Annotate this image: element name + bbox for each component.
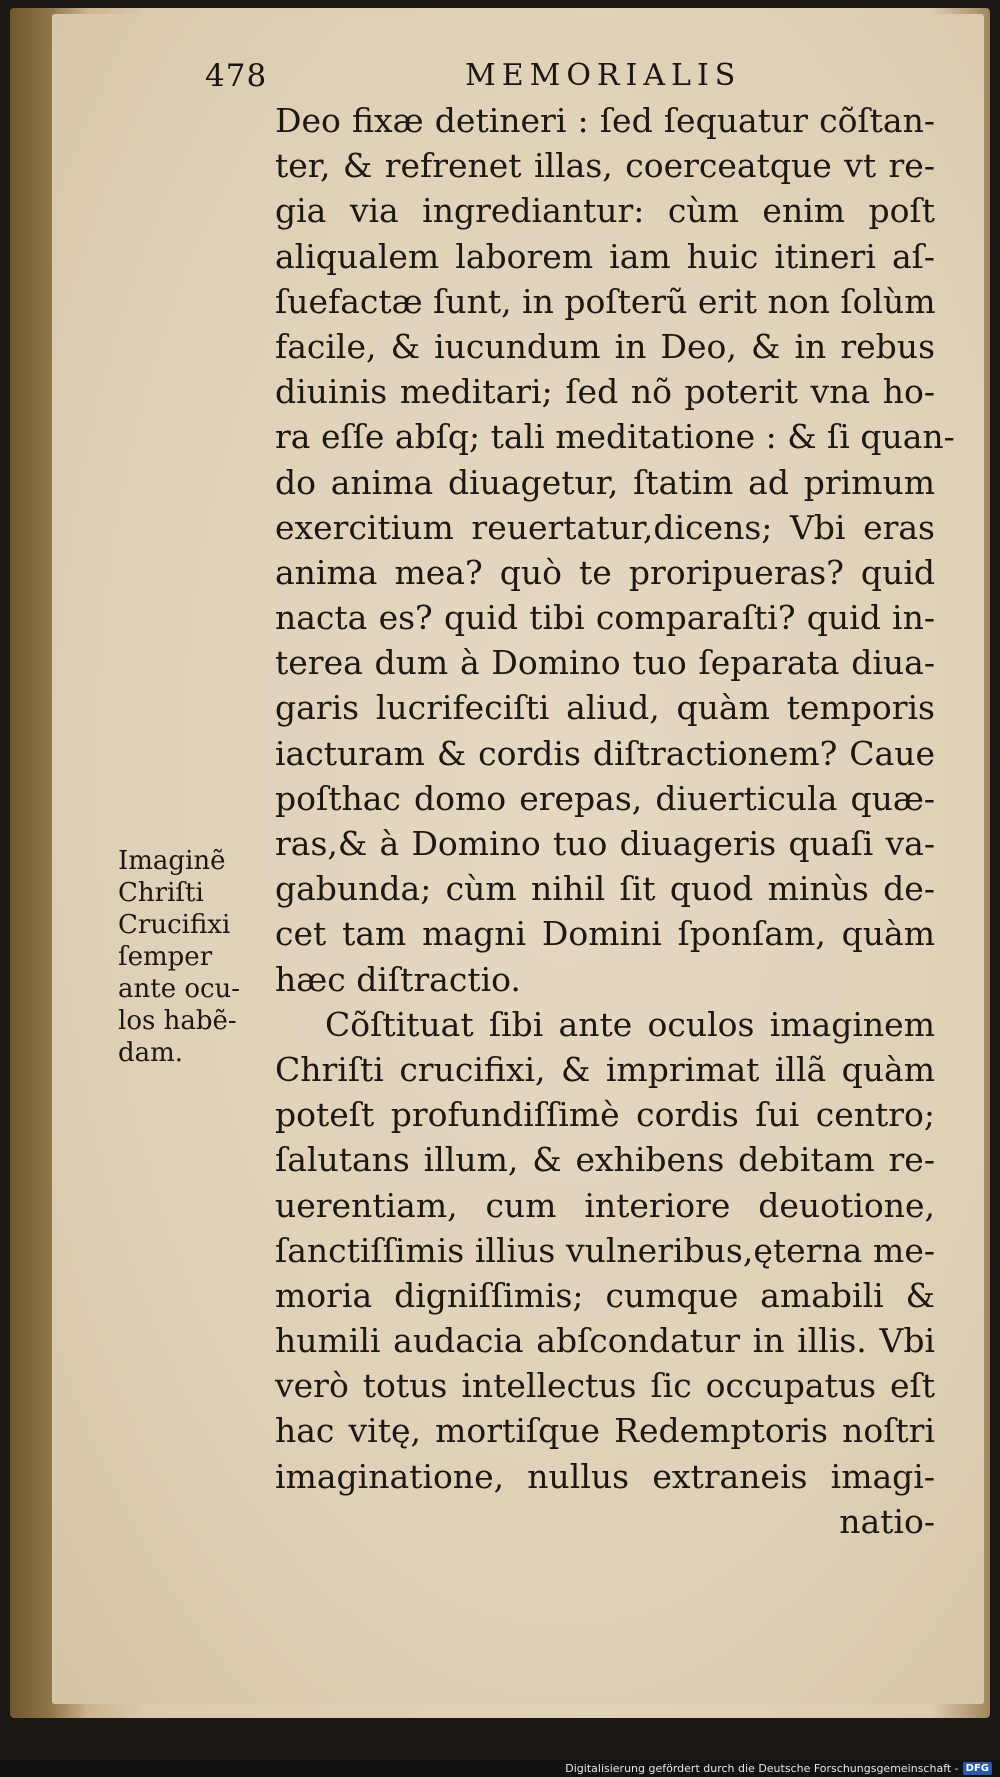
- marginal-note-line: Crucifixi: [118, 910, 231, 940]
- text-line: ſanctiſſimis illius vulneribus,ęterna me-: [275, 1230, 935, 1270]
- marginal-note: [118, 845, 268, 1069]
- text-line: humili audacia abſcondatur in illis. Vbi: [275, 1321, 935, 1361]
- footer-credit-text: Digitalisierung gefördert durch die Deutsche Forschungsgemeinschaft -: [565, 1761, 959, 1775]
- text-line: ras,& à Domino tuo diuageris quaſi va-: [275, 824, 935, 863]
- text-line: hac vitę, mortiſque Redemptoris noſtri: [275, 1411, 935, 1451]
- marginal-note-line: ſemper: [118, 942, 213, 972]
- text-line: cet tam magni Domini ſponſam, quàm: [275, 914, 935, 954]
- text-line: imaginatione, nullus extraneis imagi-: [275, 1456, 935, 1496]
- text-line: Cõſtituat ſibi ante oculos imaginem: [325, 1004, 935, 1044]
- text-line: ſuefactæ ſunt, in poſterũ erit non ſolùm: [275, 281, 936, 321]
- text-line: diuinis meditari; ſed nõ poterit vna ho-: [275, 372, 935, 412]
- text-line: nacta es? quid tibi comparaſti? quid in-: [275, 598, 935, 638]
- marginal-note-line: dam.: [118, 1038, 184, 1068]
- text-line: gabunda; cùm nihil ſit quod minùs de-: [275, 869, 935, 909]
- text-line: gia via ingrediantur: cùm enim poſt: [275, 191, 935, 231]
- text-line: aliqualem laborem iam huic itineri aſ-: [275, 236, 935, 276]
- text-line: moria digniſſimis; cumque amabili &: [275, 1275, 935, 1315]
- text-line: ra eſſe abſq; tali meditatione : & ſi quan-: [275, 417, 955, 457]
- text-line: anima mea? quò te proripueras? quid: [275, 552, 935, 592]
- text-line: uerentiam, cum interiore deuotione,: [275, 1185, 935, 1225]
- text-line: ter, & refrenet illas, coerceatque vt re-: [275, 146, 935, 186]
- footer-credit: [565, 1759, 992, 1777]
- text-line: hæc diſtractio.: [275, 959, 521, 999]
- text-line: verò totus intellectus ſic occupatus eſt: [275, 1366, 935, 1406]
- text-line: facile, & iucundum in Deo, & in rebus: [275, 326, 935, 366]
- marginal-note-line: Imaginẽ: [118, 846, 226, 876]
- text-line: poſthac domo erepas, diuerticula quæ-: [275, 778, 935, 818]
- marginal-note-line: ante ocu-: [118, 974, 241, 1004]
- text-line: Deo fixæ detineri : ſed ſequatur cõſtan-: [275, 101, 935, 140]
- text-line: poteſt profundiſſimè cordis ſui centro;: [275, 1095, 935, 1135]
- text-line: iacturam & cordis diſtractionem? Caue: [275, 733, 935, 773]
- text-line: terea dum à Domino tuo ſeparata diua-: [275, 643, 935, 683]
- catchword: natio-: [839, 1501, 935, 1541]
- text-line: ſalutans illum, & exhibens debitam re-: [275, 1140, 935, 1180]
- body-text: [275, 98, 955, 1544]
- dfg-logo: DFG: [963, 1762, 992, 1775]
- page-number: 478: [205, 58, 268, 94]
- text-line: Chriſti crucifixi, & imprimat illã quàm: [275, 1049, 935, 1089]
- marginal-note-line: Chriſti: [118, 878, 204, 908]
- running-title: MEMORIALIS: [465, 58, 742, 93]
- text-line: exercitium reuertatur,dicens; Vbi eras: [275, 507, 935, 547]
- text-line: do anima diuagetur, ſtatim ad primum: [275, 462, 935, 502]
- marginal-note-line: los habẽ-: [118, 1006, 237, 1036]
- text-line: garis lucrifeciſti aliud, quàm temporis: [275, 688, 935, 728]
